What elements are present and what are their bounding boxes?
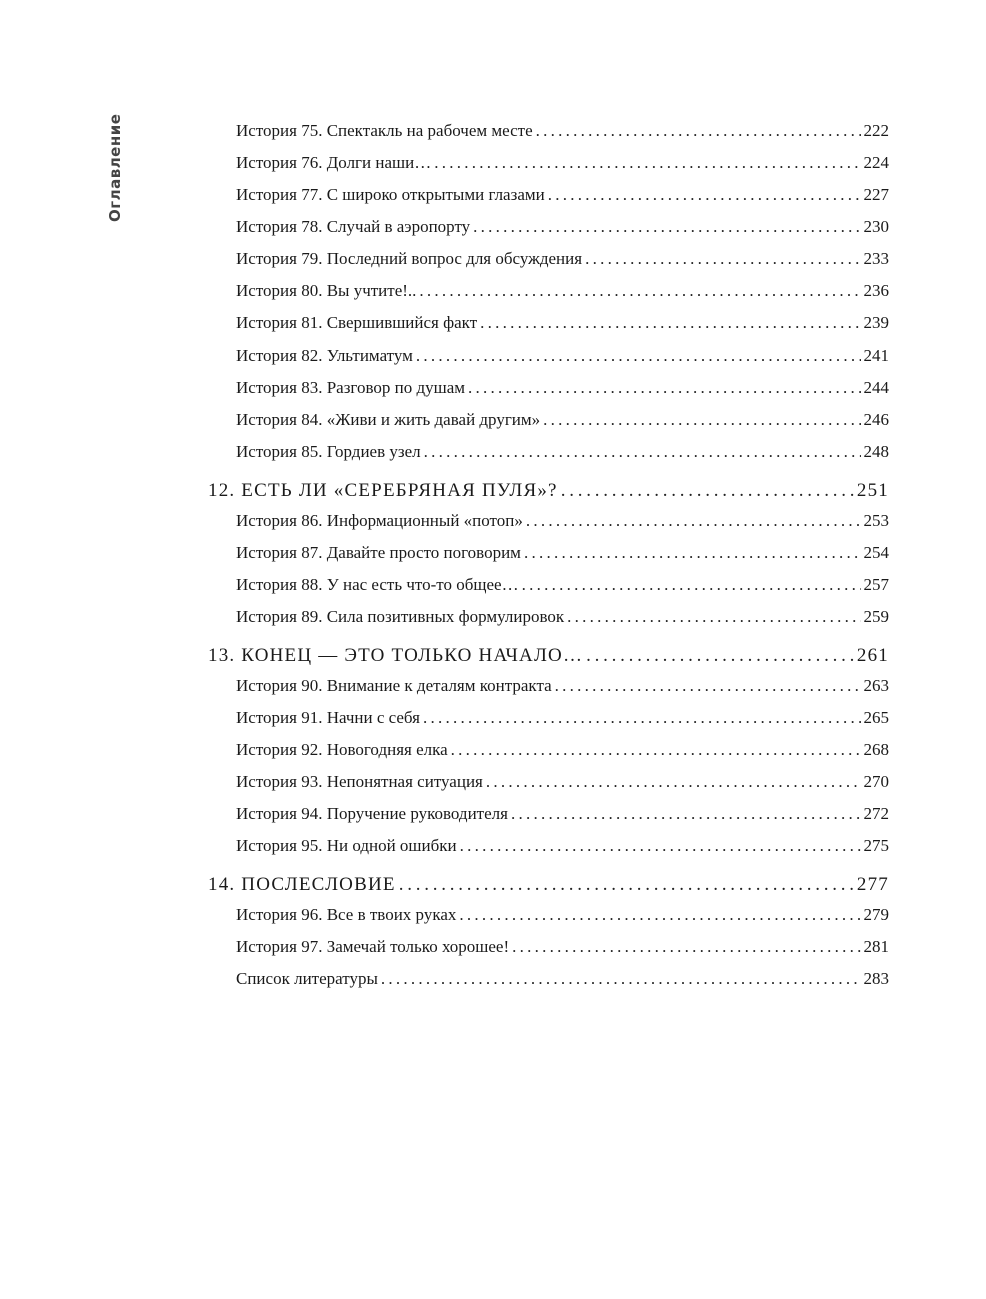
toc-entry [236,905,889,929]
toc-entry-page: 265 [863,708,889,727]
toc-entry-page: 251 [856,480,889,501]
toc-entry-page: 230 [863,217,889,236]
toc-entry-title: История 89. Сила позитивных формулировок [236,607,565,626]
running-header-label: Оглавление [106,113,124,222]
dot-leader [473,217,860,237]
toc-entry-page: 248 [863,442,889,461]
toc-entry-title: История 92. Новогодняя елка [236,740,448,759]
toc-entry [236,185,889,209]
toc-entry [236,281,889,305]
toc-entry-title: 14. ПОСЛЕСЛОВИЕ [208,874,396,895]
toc-entry-title: История 75. Спектакль на рабочем месте [236,121,533,140]
dot-leader [480,313,860,333]
toc-entry-title: История 85. Гордиев узел [236,442,421,461]
toc-entry-title: История 78. Случай в аэропорту [236,217,471,236]
toc-entry-title: История 94. Поручение руководителя [236,804,508,823]
toc-entry-page: 279 [863,905,889,924]
toc-entry-page: 227 [863,185,889,204]
toc-entry-page: 254 [863,543,889,562]
toc-entry-page: 246 [863,410,889,429]
toc-entry-title: История 88. У нас есть что-то общее… [236,575,519,594]
toc-entry-page: 222 [863,121,889,140]
toc-entry [236,543,889,567]
toc-entry [236,410,889,434]
toc-entry-page: 263 [863,676,889,695]
toc-chapter-entry [208,480,889,504]
toc-entry-title: 13. КОНЕЦ — ЭТО ТОЛЬКО НАЧАЛО… [208,645,584,666]
toc-entry [236,937,889,961]
dot-leader [451,740,861,760]
toc-entry-page: 277 [856,874,889,895]
toc-entry-title: История 91. Начни с себя [236,708,420,727]
toc-entry-title: История 86. Информационный «потоп» [236,511,523,530]
toc-entry [236,772,889,796]
toc-entry [236,969,889,993]
dot-leader [423,708,861,728]
toc-entry-page: 281 [863,937,889,956]
toc-entry-title: История 90. Внимание к деталям контракта [236,676,552,695]
toc-entry [236,740,889,764]
dot-leader [548,185,861,205]
toc-chapter-entry [208,645,889,669]
dot-leader [468,378,860,398]
toc-entry [236,607,889,631]
toc-entry-title: История 87. Давайте просто поговорим [236,543,521,562]
dot-leader [511,804,861,824]
toc-entry [236,575,889,599]
dot-leader [460,836,861,856]
toc-entry-page: 241 [863,346,889,365]
toc-entry-page: 224 [863,153,889,172]
dot-leader [585,249,860,269]
dot-leader [524,543,861,563]
toc-entry [236,708,889,732]
toc-entry-page: 236 [863,281,889,300]
toc-entry-page: 233 [863,249,889,268]
toc-entry [236,121,889,145]
toc-entry-page: 283 [863,969,889,988]
toc-entry [236,442,889,466]
toc-entry-title: История 84. «Живи и жить давай другим» [236,410,541,429]
dot-leader [416,346,861,366]
dot-leader [567,607,860,627]
dot-leader [512,937,860,957]
toc-entry-page: 257 [863,575,889,594]
dot-leader [561,480,854,502]
dot-leader [555,676,861,696]
toc-entry-title: История 77. С широко открытыми глазами [236,185,545,204]
toc-entry-title: История 79. Последний вопрос для обсуждения [236,249,583,268]
toc-entry-page: 261 [856,645,889,666]
toc-entry [236,378,889,402]
toc-entry [236,346,889,370]
toc-entry [236,676,889,700]
dot-leader [543,410,860,430]
toc-entry [236,804,889,828]
toc-entry-page: 239 [863,313,889,332]
toc-entry-page: 272 [863,804,889,823]
dot-leader [526,511,861,531]
toc-entry-page: 275 [863,836,889,855]
toc-entry-title: 12. ЕСТЬ ЛИ «СЕРЕБРЯНАЯ ПУЛЯ»? [208,480,558,501]
dot-leader [586,645,854,667]
dot-leader [486,772,861,792]
dot-leader [424,442,861,462]
dot-leader [536,121,861,141]
toc-entry-title: История 76. Долги наши… [236,153,432,172]
toc-entry [236,217,889,241]
dot-leader [419,281,860,301]
toc-entry-page: 268 [863,740,889,759]
toc-entry-page: 253 [863,511,889,530]
toc-entry [236,313,889,337]
toc-entry [236,836,889,860]
toc-chapter-entry [208,874,889,898]
toc-entry-title: История 81. Свершившийся факт [236,313,478,332]
dot-leader [459,905,860,925]
toc-entry [236,511,889,535]
toc-entry-title: История 80. Вы учтите!.. [236,281,417,300]
toc-entry-title: История 96. Все в твоих руках [236,905,457,924]
dot-leader [434,153,860,173]
dot-leader [381,969,861,989]
toc-entry [236,249,889,273]
toc-entry-title: История 95. Ни одной ошибки [236,836,457,855]
toc-entry-title: Список литературы [236,969,378,988]
dot-leader [399,874,854,896]
dot-leader [522,575,861,595]
toc-entry [236,153,889,177]
toc-entry-title: История 83. Разговор по душам [236,378,466,397]
toc-entry-page: 259 [863,607,889,626]
toc-entry-title: История 97. Замечай только хорошее! [236,937,510,956]
toc-entry-title: История 93. Непонятная ситуация [236,772,483,791]
toc-entry-title: История 82. Ультиматум [236,346,413,365]
toc-entry-page: 270 [863,772,889,791]
toc-entry-page: 244 [863,378,889,397]
